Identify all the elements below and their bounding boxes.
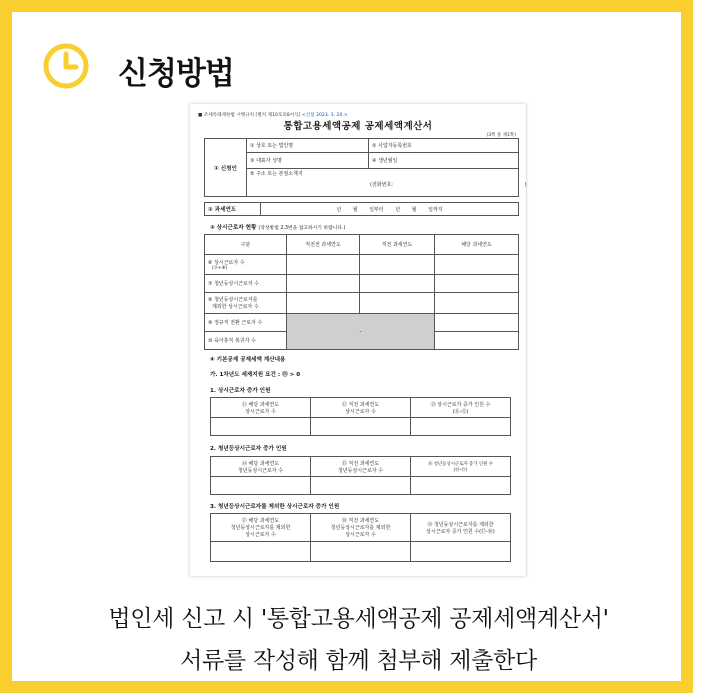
regular-workers-note: (작성방법 2,3번을 참고하시기 바랍니다.) xyxy=(258,226,346,231)
col-header-line: 청년등상시근로자를 제외한 xyxy=(230,525,291,531)
col-header xyxy=(311,457,411,477)
row-label xyxy=(205,255,287,275)
data-cell xyxy=(287,255,360,275)
col-header-line: ⑪ 해당 과세연도 xyxy=(241,401,280,408)
section3-title: 3. 청년등상시근로자를 제외한 상시근로자 증가 인원 xyxy=(210,504,340,510)
section3-table xyxy=(210,513,511,562)
data-cell xyxy=(435,314,519,332)
tax-year-period: 년 월 일부터 년 월 일까지 xyxy=(261,203,519,216)
col-header-line: 상시근로자 수 xyxy=(345,408,376,415)
header-cell: 직전전 과세연도 xyxy=(287,235,360,255)
col-header-line: ⑲ 청년등상시근로자를 제외한 xyxy=(427,521,494,528)
col-header xyxy=(411,398,511,418)
row-label-line2: 제외한 상시근로자 수 xyxy=(212,304,259,310)
col-header xyxy=(211,398,311,418)
row-label-line1: ⑥ 상시근로자 수 xyxy=(208,259,245,266)
col-header-line: ⑫ 직전 과세연도 xyxy=(341,401,380,408)
row-label: ⑩ 육아휴직 복귀자 수 xyxy=(205,332,287,350)
data-cell xyxy=(211,542,311,562)
col-header-line: ⑬ 상시근로자 증가 인원 수 xyxy=(430,401,491,408)
data-cell xyxy=(411,477,511,495)
data-cell xyxy=(211,477,311,495)
regular-workers-heading xyxy=(210,223,345,231)
phone-close: ) xyxy=(524,182,527,188)
page-count: (3쪽 중 제1쪽) xyxy=(486,133,516,138)
col-header-line: (⑭-⑮) xyxy=(453,467,468,473)
col-header-line: ⑱ 직전 과세연도 xyxy=(341,518,380,524)
data-cell xyxy=(435,332,519,350)
data-cell xyxy=(360,255,435,275)
section2-title: 2. 청년등상시근로자 증가 인원 xyxy=(210,446,287,452)
phone-line xyxy=(250,181,527,188)
col-header-line: ⑭ 해당 과세연도 xyxy=(241,460,280,467)
col-header-line: ⑰ 해당 과세연도 xyxy=(241,518,280,524)
basic-credit-heading: ④ 기본공제 공제세액 계산내용 xyxy=(210,357,286,363)
business-number-cell: ② 사업자등록번호 xyxy=(369,139,519,153)
tax-form-document xyxy=(190,104,526,576)
birth-date-cell: ④ 생년월일 xyxy=(369,153,519,169)
address-label: ⑤ 주소 또는 본점소재지 xyxy=(250,171,303,177)
row-label: ⑨ 정규직 전환 근로자 수 xyxy=(205,314,287,332)
section1-title: 1. 상시근로자 증가 인원 xyxy=(210,388,271,394)
data-cell xyxy=(311,418,411,436)
data-cell xyxy=(287,293,360,314)
data-cell xyxy=(435,275,519,293)
data-cell xyxy=(311,542,411,562)
representative-cell: ③ 대표자 성명 xyxy=(247,153,369,169)
col-header-line: 청년등상시근로자를 제외한 xyxy=(330,525,391,531)
section1-table xyxy=(210,397,511,436)
applicant-label: ① 신청인 xyxy=(205,139,247,197)
data-cell xyxy=(435,293,519,314)
tax-year-table xyxy=(204,202,519,216)
col-header-line: 상시근로자 수 xyxy=(245,532,276,538)
col-header-line: 상시근로자 수 xyxy=(345,532,376,538)
col-header xyxy=(411,514,511,542)
page-title: 신청방법 xyxy=(118,56,234,92)
col-header xyxy=(411,457,511,477)
data-cell xyxy=(435,255,519,275)
row-label-line1: ⑧ 청년등상시근로자를 xyxy=(208,297,258,303)
row-label: ⑦ 청년등상시근로자 수 xyxy=(205,275,287,293)
address-cell xyxy=(247,169,527,197)
data-cell xyxy=(411,418,511,436)
regular-workers-table xyxy=(204,234,519,350)
form-title: 통합고용세액공제 공제세액계산서 xyxy=(283,121,433,132)
header-cell: 구분 xyxy=(205,235,287,255)
col-header-line: 청년등상시근로자 수 xyxy=(237,467,284,474)
caption-line-1: 법인세 신고 시 '통합고용세액공제 공제세액계산서' xyxy=(108,606,609,632)
caption-line-2: 서류를 작성해 함께 첨부해 제출한다 xyxy=(180,648,537,674)
shaded-cell: - xyxy=(287,314,435,350)
col-header-line: 상시근로자 수 xyxy=(245,408,276,415)
col-header-line: ⑮ 직전 과세연도 xyxy=(341,460,380,467)
data-cell xyxy=(287,275,360,293)
data-cell xyxy=(211,418,311,436)
header-cell: 직전 과세연도 xyxy=(360,235,435,255)
col-header-line: 청년등상시근로자 수 xyxy=(337,467,384,474)
regular-workers-label: ③ 상시근로자 현황 xyxy=(210,225,257,231)
col-header-line: 상시근로자 증가 인원 수(⑰-⑱) xyxy=(426,528,495,535)
col-header xyxy=(211,457,311,477)
tax-year-label: ② 과세연도 xyxy=(205,203,261,216)
clock-icon xyxy=(42,42,90,90)
col-header xyxy=(211,514,311,542)
col-header-line: (⑪-⑫) xyxy=(452,408,469,415)
col-header xyxy=(311,514,411,542)
row-label-line2: (⑦+⑧) xyxy=(212,265,228,271)
data-cell xyxy=(411,542,511,562)
header-cell: 해당 과세연도 xyxy=(435,235,519,255)
applicant-table xyxy=(204,138,527,197)
phone-label: (전화번호: xyxy=(370,182,393,188)
row-label xyxy=(205,293,287,314)
col-header-line: ⑯ 청년등상시근로자 증가 인원 수 xyxy=(427,461,494,467)
data-cell xyxy=(311,477,411,495)
data-cell xyxy=(360,293,435,314)
basic-credit-sub: 가. 1차년도 세제지원 요건 : ⑮ > 0 xyxy=(210,372,301,378)
revision-text: <신설 2023. 3. 20.> xyxy=(301,113,348,118)
company-name-cell: ① 상호 또는 법인명 xyxy=(247,139,369,153)
col-header xyxy=(311,398,411,418)
law-ref-text: ■ 조세특례제한법 시행규칙 [별지 제10호의8서식] xyxy=(198,113,301,118)
section2-table xyxy=(210,456,511,495)
data-cell xyxy=(360,275,435,293)
